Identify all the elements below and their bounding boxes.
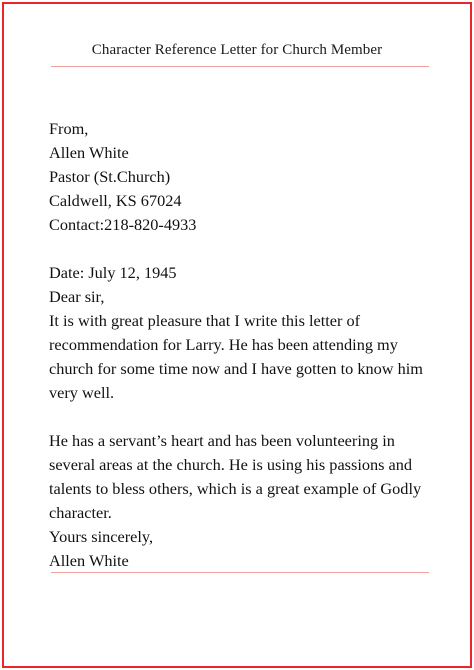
bottom-divider (51, 572, 429, 573)
sender-contact: Contact:218-820-4933 (49, 215, 197, 234)
sender-title: Pastor (St.Church) (49, 167, 171, 186)
letter-date: Date: July 12, 1945 (49, 263, 177, 282)
document-title: Character Reference Letter for Church Member (91, 42, 383, 58)
from-label: From, (49, 119, 89, 138)
sender-name: Allen White (49, 143, 129, 162)
paragraph2-line: talents to bless others, which is a great example of Godly (49, 479, 422, 498)
signature-name: Allen White (49, 551, 129, 570)
blank-line (49, 405, 449, 429)
top-divider (51, 66, 429, 67)
letter-page (2, 2, 472, 668)
paragraph2-line: character. (49, 503, 112, 522)
paragraph1-line: church for some time now and I have gotten to know him (49, 359, 423, 378)
paragraph1-line: recommendation for Larry. He has been attending my (49, 335, 398, 354)
paragraph1-line: It is with great pleasure that I write this letter of (49, 311, 361, 330)
letter-body (49, 117, 449, 573)
salutation: Dear sir, (49, 287, 105, 306)
blank-line (49, 237, 449, 261)
closing: Yours sincerely, (49, 527, 154, 546)
sender-address: Caldwell, KS 67024 (49, 191, 182, 210)
paragraph2-line: He has a servant’s heart and has been volunteering in (49, 431, 395, 450)
paragraph2-line: several areas at the church. He is using his passions and (49, 455, 413, 474)
paragraph1-line: very well. (49, 383, 115, 402)
